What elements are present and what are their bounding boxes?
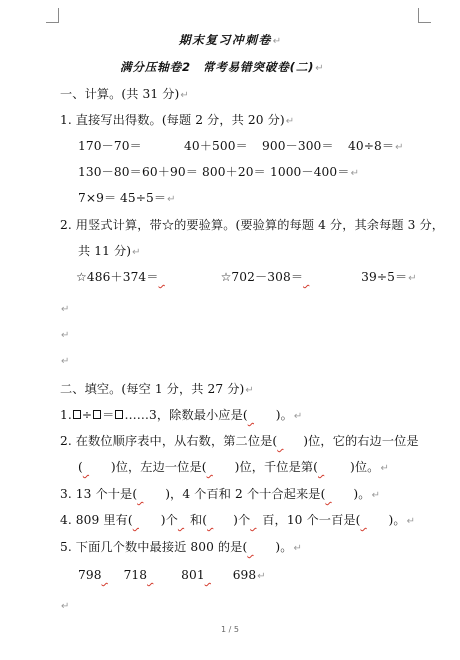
answer-blank[interactable] — [248, 407, 276, 423]
s2-q3-text: )。 — [353, 487, 371, 501]
problem: 702－308＝ — [231, 270, 304, 284]
answer-blank[interactable] — [325, 486, 353, 502]
problem: 1000－400＝ — [270, 165, 350, 179]
return-mark: ↵ — [61, 356, 70, 367]
doc-subtitle-line — [120, 59, 324, 77]
return-mark: ↵ — [395, 142, 404, 153]
answer-blank[interactable] — [361, 512, 389, 528]
s2-q4-text: )个 — [160, 513, 178, 527]
doc-subtitle-left: 满分压轴卷2 — [120, 60, 191, 74]
s2-q2-text: )位，千位是第( — [234, 460, 319, 474]
s1-q1-row1 — [78, 138, 404, 156]
s1-q2-items — [76, 269, 417, 287]
option-separator — [147, 567, 181, 583]
s2-q1 — [60, 407, 302, 425]
page-corner-mark-top-left — [46, 8, 59, 23]
s2-q2-text: 2. 在数位顺序表中，从右数，第二位是( — [60, 434, 278, 448]
return-mark: ↵ — [167, 194, 176, 205]
section2-heading — [60, 381, 254, 399]
return-mark: ↵ — [293, 411, 303, 422]
s2-q1-end: )。 — [275, 408, 293, 422]
option-separator — [205, 567, 233, 583]
answer-blank[interactable] — [207, 512, 233, 528]
s2-q4-text: )个 — [233, 513, 251, 527]
problem: 900－300＝ — [262, 139, 334, 153]
s1-q1-row2 — [78, 164, 359, 182]
option: 798 — [78, 568, 102, 582]
answer-blank[interactable] — [178, 512, 190, 528]
problem: 45÷5＝ — [120, 191, 167, 205]
return-mark: ↵ — [132, 247, 141, 258]
problem: 39÷5＝ — [361, 270, 408, 284]
page-corner-mark-top-right — [418, 8, 431, 23]
return-mark: ↵ — [406, 516, 416, 527]
s2-q5-text: 5. 下面几个数中最接近 800 的是( — [60, 540, 248, 554]
s1-q2-label-cont — [78, 243, 141, 261]
answer-blank[interactable] — [207, 459, 235, 475]
problem: 170－70＝ — [78, 139, 142, 153]
return-mark: ↵ — [315, 63, 324, 74]
section2-heading-text: 二、填空。(每空 1 分，共 27 分) — [60, 382, 245, 396]
empty-paragraph — [60, 300, 69, 318]
box-icon — [93, 410, 101, 419]
s2-q2-line2 — [78, 459, 389, 477]
s2-q1-number: 1. — [60, 408, 72, 422]
s2-q2-text: )位，左边一位是( — [110, 460, 207, 474]
answer-blank[interactable] — [318, 459, 350, 475]
answer-blank[interactable] — [83, 459, 111, 475]
option: 801 — [181, 568, 205, 582]
return-mark: ↵ — [61, 601, 70, 612]
page-indicator: 1 / 5 — [221, 625, 239, 634]
option-separator — [102, 567, 124, 583]
section1-heading-text: 一、计算。(共 31 分) — [60, 87, 180, 101]
doc-subtitle-right: 常考易错突破卷(二) — [202, 60, 315, 74]
answer-blank[interactable] — [133, 512, 161, 528]
answer-blank[interactable] — [277, 433, 303, 449]
s2-q4-text: )。 — [388, 513, 406, 527]
operator: ＝ — [102, 408, 115, 422]
return-mark: ↵ — [257, 571, 266, 582]
answer-blank[interactable] — [137, 486, 165, 502]
problem: 40＋500＝ — [184, 139, 248, 153]
answer-blank[interactable] — [250, 512, 262, 528]
return-mark: ↵ — [272, 36, 282, 47]
return-mark: ↵ — [293, 543, 302, 554]
problem: 800＋20＝ — [202, 165, 266, 179]
problem: 40÷8＝ — [348, 139, 395, 153]
star-icon: ☆ — [76, 270, 87, 284]
doc-title: 期末复习冲刺卷 — [178, 33, 272, 47]
problem: 486＋374＝ — [86, 270, 159, 284]
s2-q4-text: 和( — [189, 513, 208, 527]
s2-q2-text: ( — [78, 460, 83, 474]
s2-q5-options — [78, 567, 266, 585]
doc-title-line — [0, 32, 460, 50]
return-mark: ↵ — [408, 273, 417, 284]
empty-paragraph — [60, 326, 69, 344]
return-mark: ↵ — [380, 463, 389, 474]
problem: 7×9＝ — [78, 191, 117, 205]
s1-q2-label — [60, 217, 444, 233]
return-mark: ↵ — [180, 90, 189, 101]
s1-q1-label-text: 1. 直接写出得数。(每题 2 分，共 20 分) — [60, 113, 285, 127]
s2-q4 — [60, 512, 415, 530]
operator: ÷ — [81, 408, 93, 422]
s2-q2-text: )位，它的右边一位是 — [303, 434, 419, 448]
problem: 60＋90＝ — [142, 165, 198, 179]
s1-q2-label-text: 2. 用竖式计算，带☆的要验算。(要验算的每题 4 分，其余每题 3 分， — [60, 218, 445, 232]
return-mark: ↵ — [61, 330, 70, 341]
return-mark: ↵ — [61, 304, 70, 315]
empty-paragraph — [60, 352, 69, 370]
s1-q1-row3 — [78, 190, 176, 208]
s1-q1-label — [60, 112, 294, 130]
section1-heading — [60, 86, 189, 104]
s2-q1-text: ……3，除数最小应是( — [124, 408, 248, 422]
s2-q2-line1 — [60, 433, 419, 449]
s2-q5 — [60, 539, 302, 557]
return-mark: ↵ — [371, 490, 381, 501]
s2-q3-text: 3. 13 个十是( — [60, 487, 138, 501]
answer-blank[interactable] — [247, 539, 275, 555]
box-icon — [73, 410, 81, 419]
s2-q2-text: )位。 — [350, 460, 380, 474]
return-mark: ↵ — [285, 116, 295, 127]
option: 698 — [232, 568, 257, 582]
box-icon — [115, 410, 123, 419]
star-icon: ☆ — [220, 270, 232, 284]
return-mark: ↵ — [245, 385, 254, 396]
empty-paragraph — [60, 597, 69, 615]
answer-blank[interactable] — [159, 269, 211, 285]
s2-q4-text: 4. 809 里有( — [60, 513, 133, 527]
return-mark: ↵ — [350, 168, 360, 179]
s2-q3-text: )，4 个百和 2 个十合起来是( — [165, 487, 326, 501]
s2-q3 — [60, 486, 380, 504]
s1-q2-label-cont-text: 共 11 分) — [78, 244, 132, 258]
problem: 130－80＝ — [78, 165, 142, 179]
s2-q4-text: 百，10 个一百是( — [262, 513, 361, 527]
option: 718 — [123, 568, 148, 582]
answer-blank[interactable] — [303, 269, 361, 285]
s2-q5-text: )。 — [275, 540, 293, 554]
